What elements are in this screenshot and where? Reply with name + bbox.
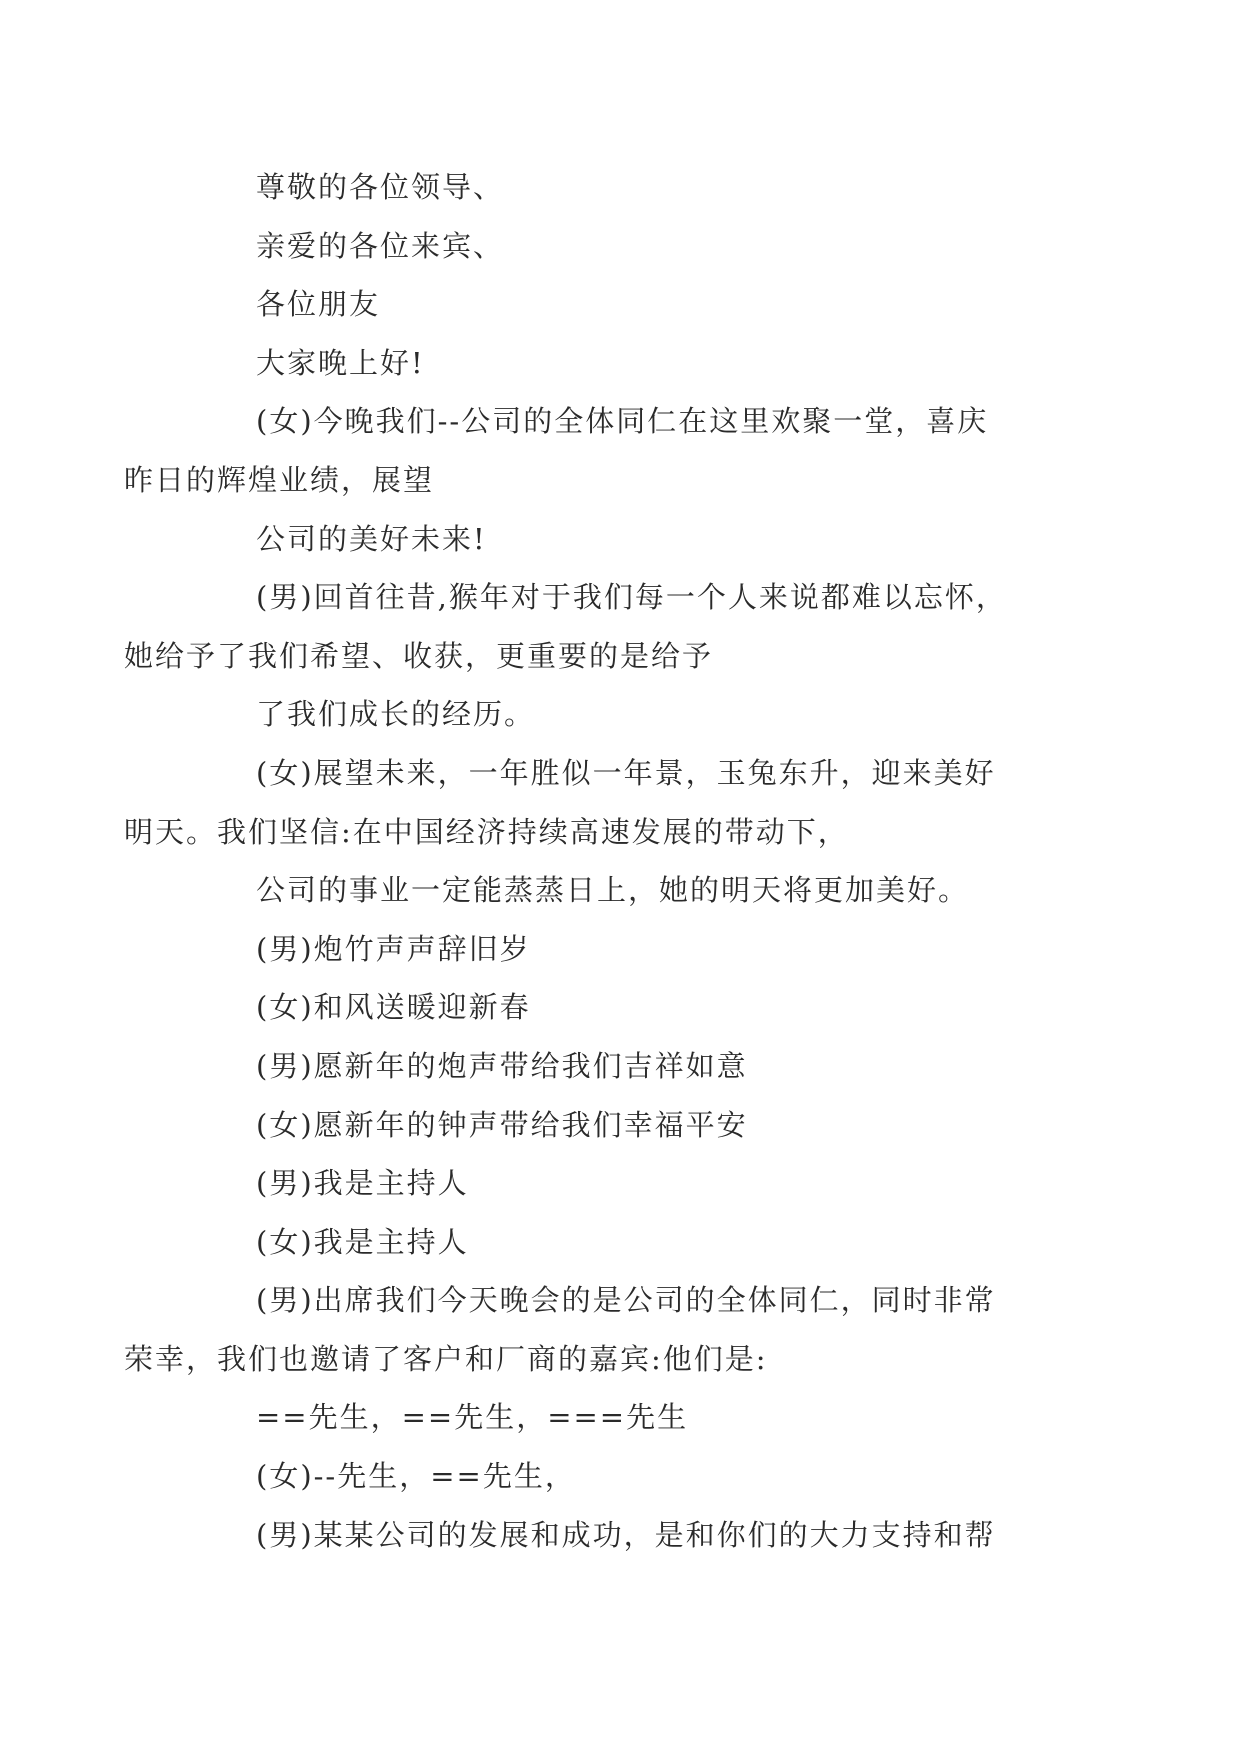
- paragraph: [190, 1213, 1060, 1272]
- paragraph-line: 亲爱的各位来宾、: [256, 228, 505, 263]
- paragraph: [124, 1271, 1060, 1388]
- paragraph: [190, 1447, 1060, 1506]
- paragraph: [190, 275, 1060, 334]
- paragraph: [190, 217, 1060, 276]
- paragraph-line: (女)我是主持人: [256, 1224, 469, 1259]
- paragraph: [190, 158, 1060, 217]
- paragraph: [124, 568, 1060, 685]
- paragraph: [190, 978, 1060, 1037]
- paragraph: [190, 1388, 1060, 1447]
- paragraph-line: (男)炮竹声声辞旧岁: [256, 931, 531, 966]
- paragraph-line: (女)--先生，==先生，: [256, 1459, 576, 1494]
- paragraph-line: (男)出席我们今天晚会的是公司的全体同仁，同时非常: [256, 1283, 996, 1318]
- paragraph: [190, 861, 1060, 920]
- document-body: [124, 158, 1060, 1564]
- paragraph: [190, 1096, 1060, 1155]
- paragraph: [190, 1037, 1060, 1096]
- paragraph-line: 她给予了我们希望、收获，更重要的是给予: [124, 638, 714, 673]
- paragraph-line: (女)愿新年的钟声带给我们幸福平安: [256, 1107, 748, 1142]
- paragraph-line: ==先生，==先生，===先生: [256, 1400, 689, 1435]
- paragraph: [124, 392, 1060, 509]
- paragraph-line: 昨日的辉煌业绩，展望: [124, 462, 435, 497]
- paragraph-line: 荣幸，我们也邀请了客户和厂商的嘉宾:他们是:: [124, 1341, 768, 1376]
- paragraph-line: (男)我是主持人: [256, 1166, 469, 1201]
- paragraph-line: (女)今晚我们--公司的全体同仁在这里欢聚一堂，喜庆: [256, 404, 989, 439]
- paragraph: [124, 744, 1060, 861]
- paragraph: [190, 685, 1060, 744]
- paragraph-line: (女)展望未来，一年胜似一年景，玉兔东升，迎来美好: [256, 755, 996, 790]
- paragraph-line: (男)回首往昔,猴年对于我们每一个人来说都难以忘怀，: [256, 580, 1007, 615]
- paragraph-line: 尊敬的各位领导、: [256, 170, 505, 204]
- paragraph-line: 各位朋友: [256, 287, 381, 322]
- paragraph: [190, 920, 1060, 979]
- paragraph-line: 公司的美好未来!: [256, 521, 487, 556]
- paragraph-line: 大家晚上好!: [256, 345, 425, 380]
- paragraph-line: 明天。我们坚信:在中国经济持续高速发展的带动下，: [124, 814, 849, 849]
- paragraph: [190, 510, 1060, 569]
- paragraph-line: 了我们成长的经历。: [256, 697, 536, 732]
- paragraph: [190, 334, 1060, 393]
- paragraph: [190, 1154, 1060, 1213]
- paragraph-line: (女)和风送暖迎新春: [256, 990, 531, 1025]
- paragraph-line: 公司的事业一定能蒸蒸日上，她的明天将更加美好。: [256, 873, 970, 908]
- paragraph-line: (男)愿新年的炮声带给我们吉祥如意: [256, 1048, 748, 1083]
- paragraph: [190, 1506, 1060, 1565]
- paragraph-line: (男)某某公司的发展和成功，是和你们的大力支持和帮: [256, 1517, 996, 1552]
